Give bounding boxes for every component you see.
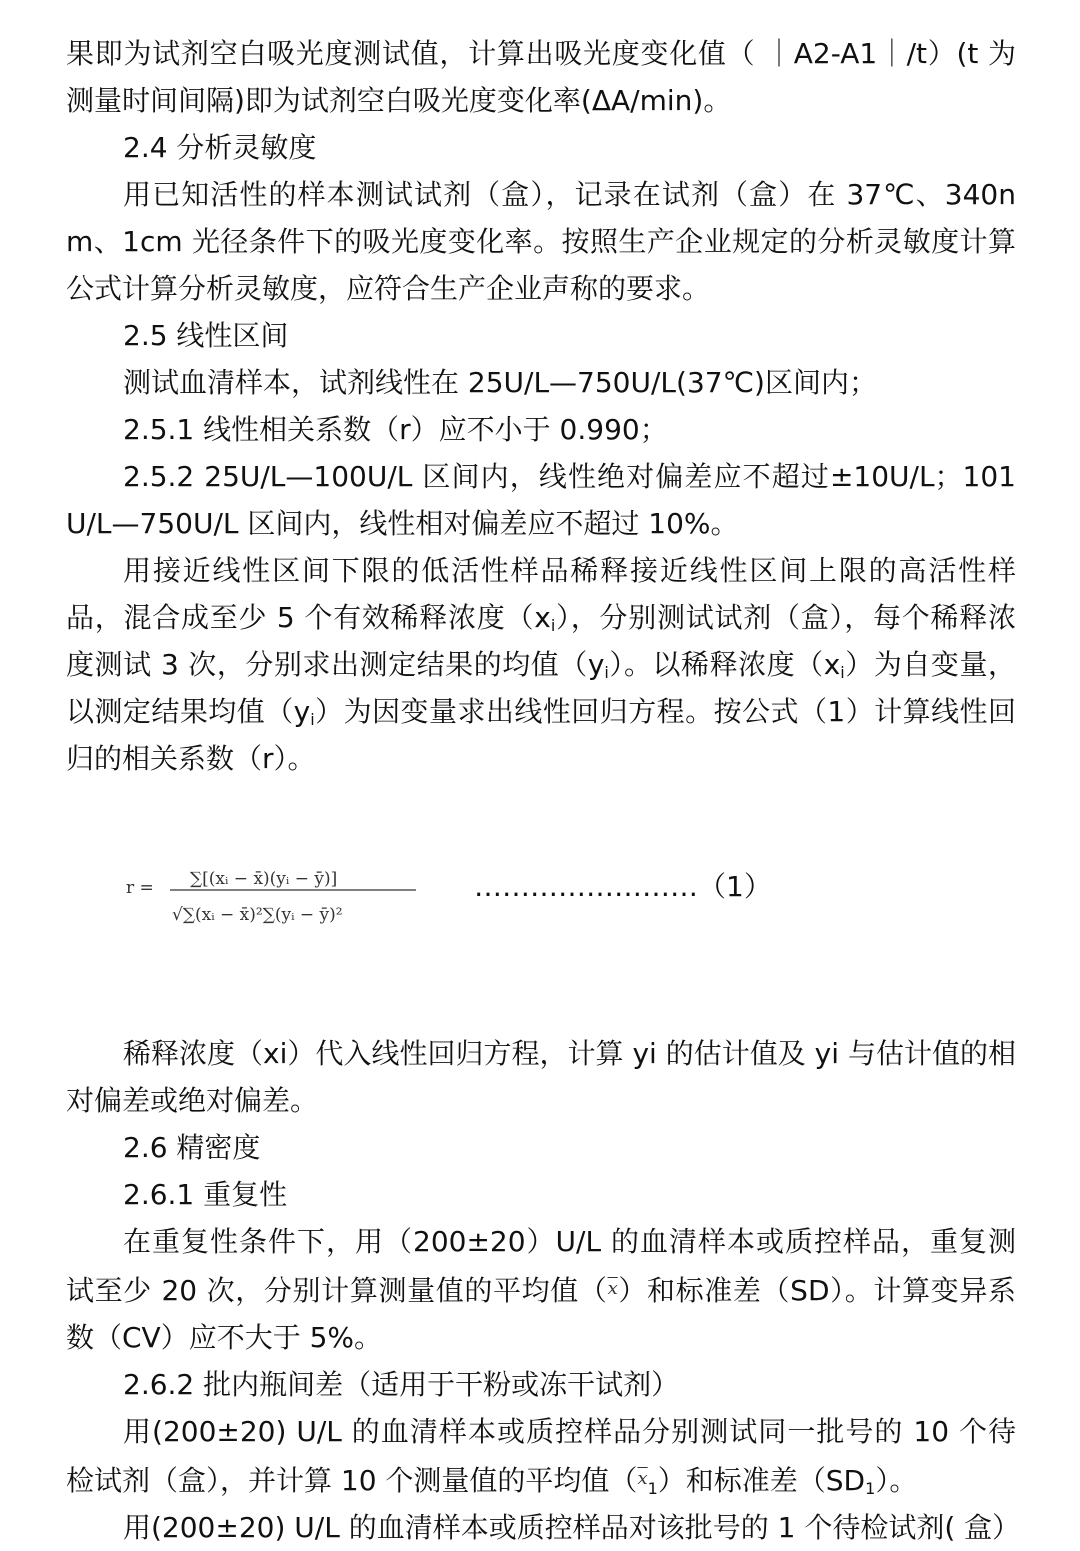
mean-symbol: x [607, 1278, 618, 1299]
section-heading-2-6-2: 2.6.2 批内瓶间差（适用于干粉或冻干试剂） [123, 1368, 680, 1401]
subscript-1: 1 [865, 1479, 876, 1498]
text-run: ）和标准差（SD）。计算变异系数（CV）应不大于 5%。 [66, 1274, 1016, 1354]
paragraph-2-5-2: 2.5.2 25U/L—100U/L 区间内，线性绝对偏差应不超过±10U/L；101U/L—750U/L 区间内，线性相对偏差应不超过 10%。 [66, 460, 1016, 540]
subscript-i: i [604, 663, 609, 682]
paragraph-bottle-difference [66, 1408, 1016, 1504]
paragraph-sensitivity: 用已知活性的样本测试试剂（盒），记录在试剂（盒）在 37℃、340nm、1cm 光径条件下的吸光度变化率。按照生产企业规定的分析灵敏度计算公式计算分析灵敏度，应符合生产企业声称的要求。 [66, 178, 1016, 305]
subscript-i: i [310, 710, 315, 729]
document-page [66, 30, 1021, 1551]
text-run: ）。 [875, 1464, 918, 1497]
mean-symbol: x [637, 1468, 648, 1489]
formula-block [66, 857, 1016, 952]
text-run: 用接近线性区间下限的低活性样品稀释接近线性区间上限的高活性样品，混合成至少 5 个有效稀释浓度（x [66, 554, 1016, 634]
text-run: ）为自变量，以测定结果均值（y [66, 648, 1016, 728]
text-run: ）和标准差（SD [657, 1464, 866, 1497]
paragraph-linear-method [66, 547, 1016, 782]
paragraph-repeatability [66, 1218, 1016, 1361]
paragraph-blank-rate: 果即为试剂空白吸光度测试值，计算出吸光度变化值（ ｜A2-A1｜/t）(t 为测量时间间隔)即为试剂空白吸光度变化率(ΔA/min)。 [66, 37, 1016, 117]
text-run: ）。以稀释浓度（x [608, 648, 841, 681]
formula-denominator: √∑(xᵢ − x̄)²∑(yᵢ − ȳ)² [172, 905, 343, 925]
paragraph-linear-range: 测试血清样本，试剂线性在 25U/L—750U/L(37℃)区间内； [123, 366, 877, 399]
formula-lhs: r = [126, 878, 154, 898]
subscript-i: i [550, 616, 556, 635]
text-run: ），分别测试试剂（盒），每个稀释浓度测试 3 次，分别求出测定结果的均值（y [66, 601, 1016, 681]
subscript-i: i [840, 663, 845, 682]
section-heading-2-5: 2.5 线性区间 [123, 319, 289, 352]
correlation-formula [126, 857, 426, 937]
section-heading-2-6-1: 2.6.1 重复性 [123, 1178, 288, 1211]
equation-number: ……………………（1） [474, 870, 772, 903]
paragraph-2-5-1: 2.5.1 线性相关系数（r）应不小于 0.990； [123, 413, 668, 446]
section-heading-2-4: 2.4 分析灵敏度 [123, 131, 317, 164]
section-heading-2-6: 2.6 精密度 [123, 1131, 261, 1164]
paragraph-single-reagent: 用(200±20) U/L 的血清样本或质控样品对该批号的 1 个待检试剂( 盒） [123, 1511, 1021, 1544]
formula-numerator: ∑[(xᵢ − x̄)(yᵢ − ȳ)] [190, 869, 338, 889]
text-run: 用(200±20) U/L 的血清样本或质控样品分别测试同一批号的 10 个待检试剂（盒），并计算 10 个测量值的平均值（ [66, 1415, 1016, 1497]
text-run: ）为因变量求出线性回归方程。按公式（1）计算线性回归的相关系数（r）。 [66, 695, 1016, 775]
spacer [66, 782, 1016, 857]
text-run: 在重复性条件下，用（200±20）U/L 的血清样本或质控样品，重复测试至少 20 次，分别计算测量值的平均值（ [66, 1225, 1016, 1307]
paragraph-estimate: 稀释浓度（xi）代入线性回归方程，计算 yi 的估计值及 yi 与估计值的相对偏差或绝对偏差。 [66, 1037, 1016, 1117]
subscript-1: 1 [647, 1479, 658, 1498]
